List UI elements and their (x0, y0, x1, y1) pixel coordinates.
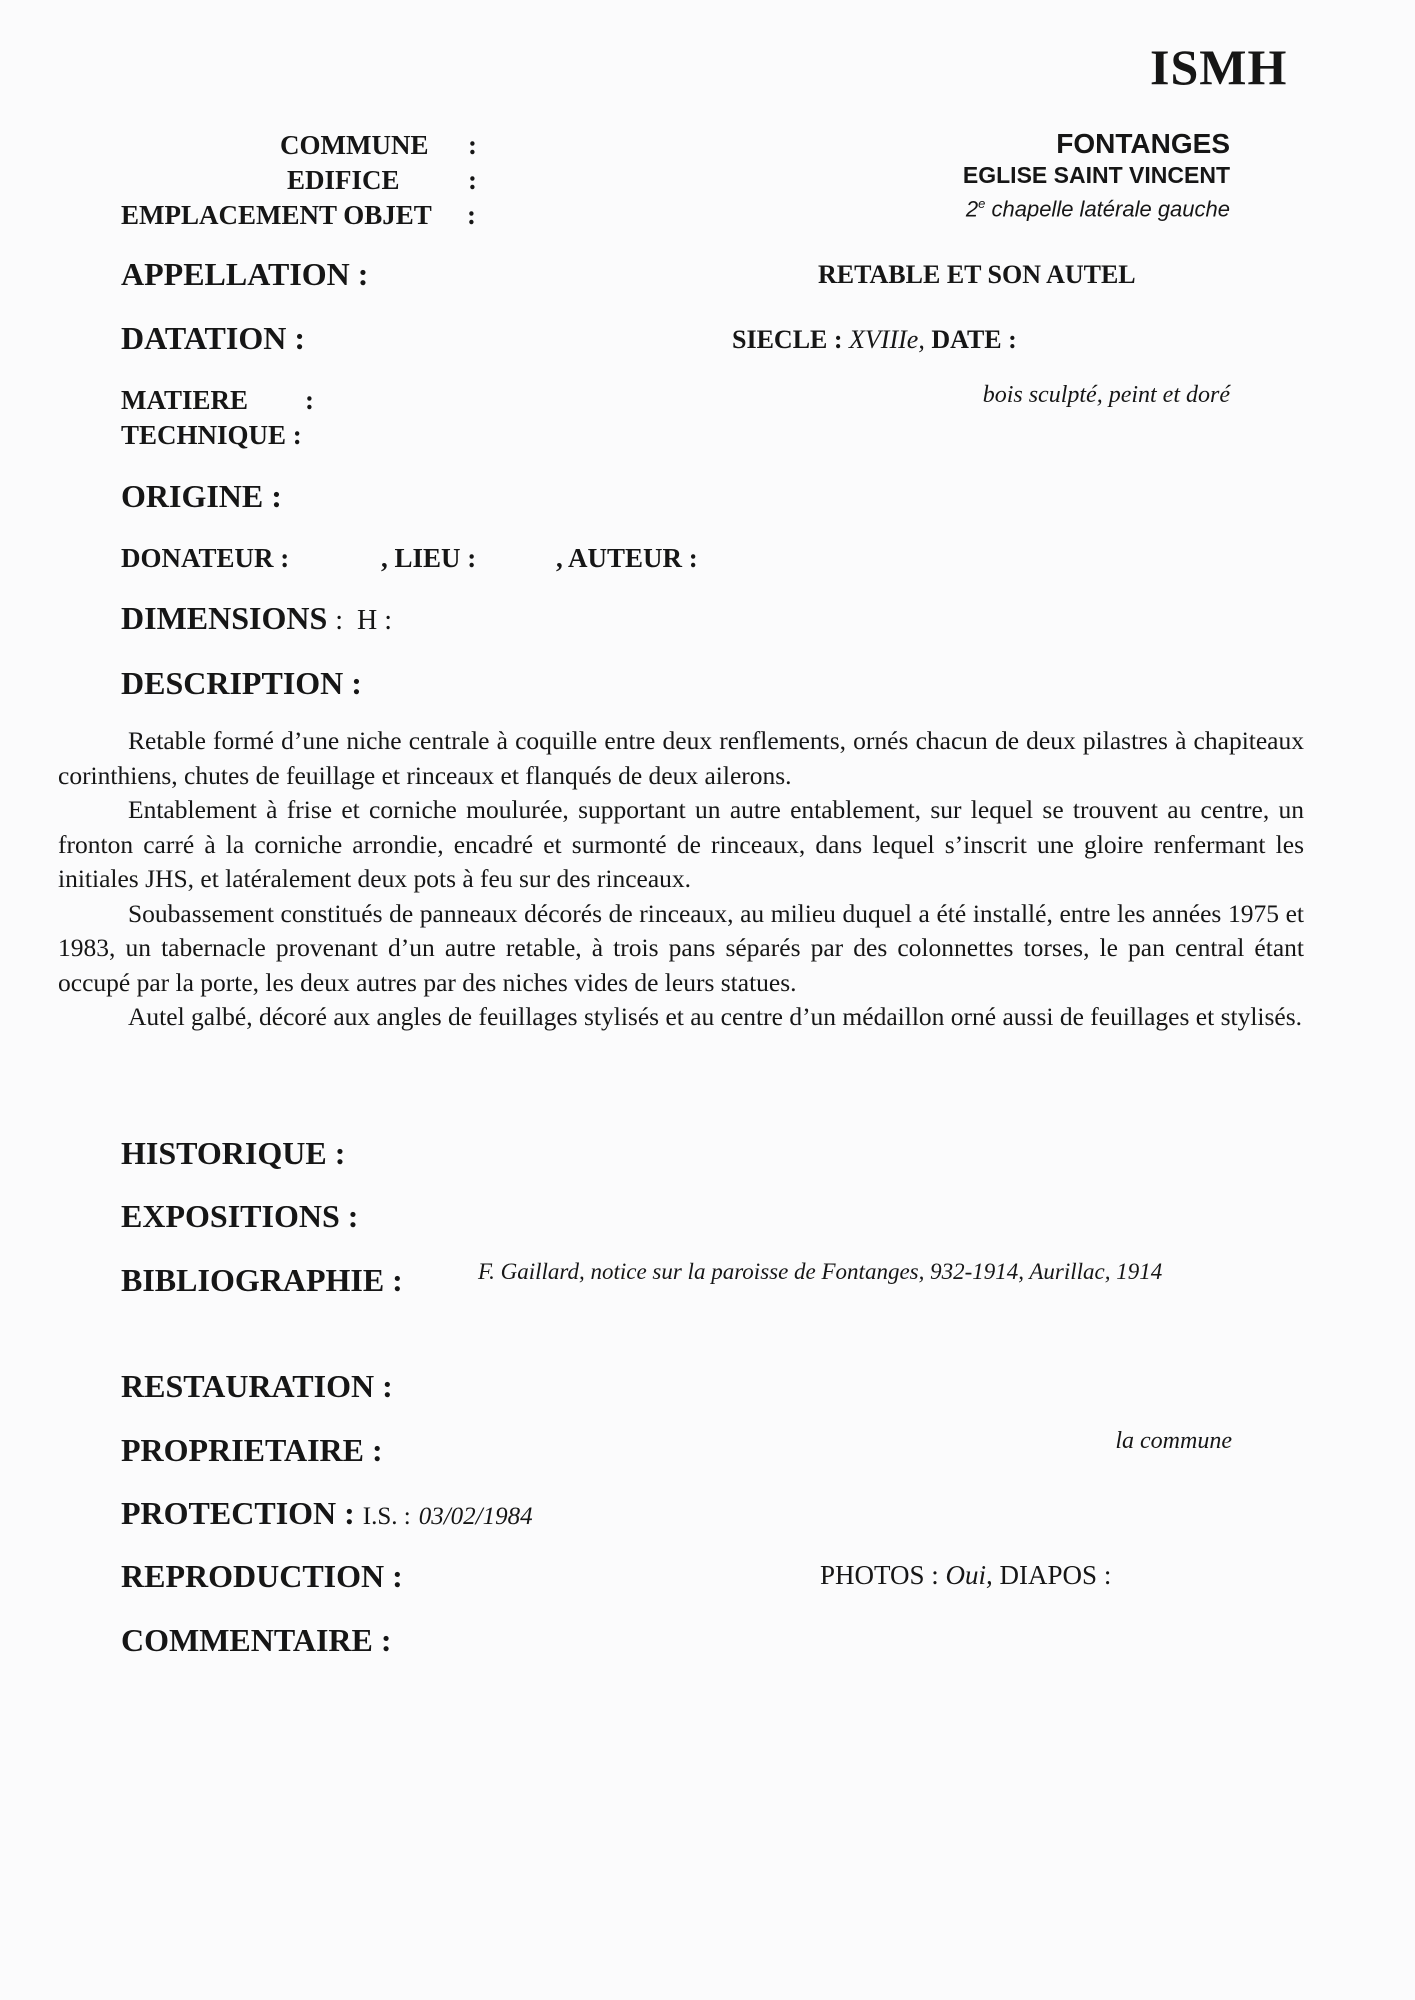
siecle-group (732, 325, 1017, 355)
proprietaire-label: PROPRIETAIRE : (121, 1432, 383, 1468)
dimensions-group (121, 600, 392, 637)
protection-type: I.S. : (362, 1503, 411, 1530)
dimensions-label: DIMENSIONS (121, 600, 328, 636)
protection-date: 03/02/1984 (418, 1503, 533, 1530)
siecle-label: SIECLE : (732, 325, 843, 354)
edifice-label-text: EDIFICE (287, 165, 400, 195)
commune-label (280, 130, 428, 161)
emplacement-label (121, 200, 432, 231)
diapos-label: DIAPOS : (999, 1560, 1112, 1590)
commune-colon: : (468, 130, 477, 160)
reproduction-label: REPRODUCTION : (121, 1558, 403, 1594)
commune-label-text: COMMUNE (280, 130, 429, 160)
description-paragraph: Soubassement constitués de panneaux décorés de rinceaux, au milieu duquel a été installé, entre les années 1975 et 1983, un tabernacle provenant d’un autre retable, à trois pans séparés par des colonnettes torses, le pan central étant occupé par la porte, les deux autres par des niches vides de leurs statues. (58, 898, 1304, 997)
historique-label: HISTORIQUE : (121, 1135, 346, 1171)
appellation-value: RETABLE ET SON AUTEL (818, 260, 1136, 289)
emplacement-value (966, 196, 1230, 222)
emplacement-label-text: EMPLACEMENT OBJET (121, 200, 432, 230)
edifice-colon: : (468, 165, 477, 195)
photos-label: PHOTOS : (820, 1560, 939, 1590)
datation-label: DATATION : (121, 320, 305, 356)
matiere-value: bois sculpté, peint et doré (982, 382, 1230, 408)
donateur-label: DONATEUR : (121, 543, 290, 573)
protection-group (121, 1495, 533, 1532)
edifice-label (287, 165, 400, 196)
photos-group (820, 1560, 1111, 1591)
description-label: DESCRIPTION : (121, 665, 362, 701)
proprietaire-value: la commune (1115, 1428, 1232, 1454)
siecle-value: XVIIIe, (849, 325, 925, 354)
auteur-label: , AUTEUR : (556, 543, 698, 573)
description-body (58, 724, 1304, 1035)
description-paragraph: Retable formé d’une niche centrale à coquille entre deux renflements, ornés chacun de deux pilastres à chapiteaux corinthiens, chutes de feuillage et rinceaux et flanqués de deux ailerons. (58, 726, 1304, 790)
bibliographie-label: BIBLIOGRAPHIE : (121, 1262, 403, 1298)
commentaire-label: COMMENTAIRE : (121, 1622, 392, 1658)
expositions-label: EXPOSITIONS : (121, 1198, 359, 1234)
appellation-label: APPELLATION : (121, 256, 369, 292)
emplacement-num: 2 (965, 196, 979, 222)
document-code: ISMH (1150, 39, 1288, 95)
protection-label: PROTECTION : (121, 1495, 355, 1531)
dimensions-colon: : (335, 605, 344, 636)
lieu-label: , LIEU : (381, 543, 477, 573)
origine-label: ORIGINE : (121, 478, 282, 514)
emplacement-text: chapelle latérale gauche (985, 196, 1230, 222)
bibliographie-value: F. Gaillard, notice sur la paroisse de Fontanges, 932-1914, Aurillac, 1914 (478, 1259, 1163, 1284)
date-label: DATE : (931, 325, 1017, 354)
photos-value: Oui, (945, 1560, 993, 1590)
emplacement-sup: e (978, 196, 986, 211)
emplacement-colon: : (467, 200, 476, 230)
commune-value: FONTANGES (1056, 128, 1230, 159)
description-paragraph: Autel galbé, décoré aux angles de feuillages stylisés et au centre d’un médaillon orné aussi de feuillages et stylisés. (128, 1002, 1303, 1031)
edifice-value: EGLISE SAINT VINCENT (962, 162, 1230, 188)
description-paragraph: Entablement à frise et corniche moulurée, supportant un autre entablement, sur lequel se trouvent au centre, un fronton carré à la corniche arrondie, encadré et surmonté de rinceaux, dans lequel s’inscrit une gloire renfermant les initiales JHS, et latéralement deux pots à feu sur des rinceaux. (58, 795, 1304, 893)
restauration-label: RESTAURATION : (121, 1368, 393, 1404)
matiere-label: MATIERE (121, 385, 249, 415)
technique-label: TECHNIQUE : (121, 420, 302, 450)
dimensions-h: H : (357, 605, 393, 636)
matiere-colon: : (305, 385, 314, 415)
